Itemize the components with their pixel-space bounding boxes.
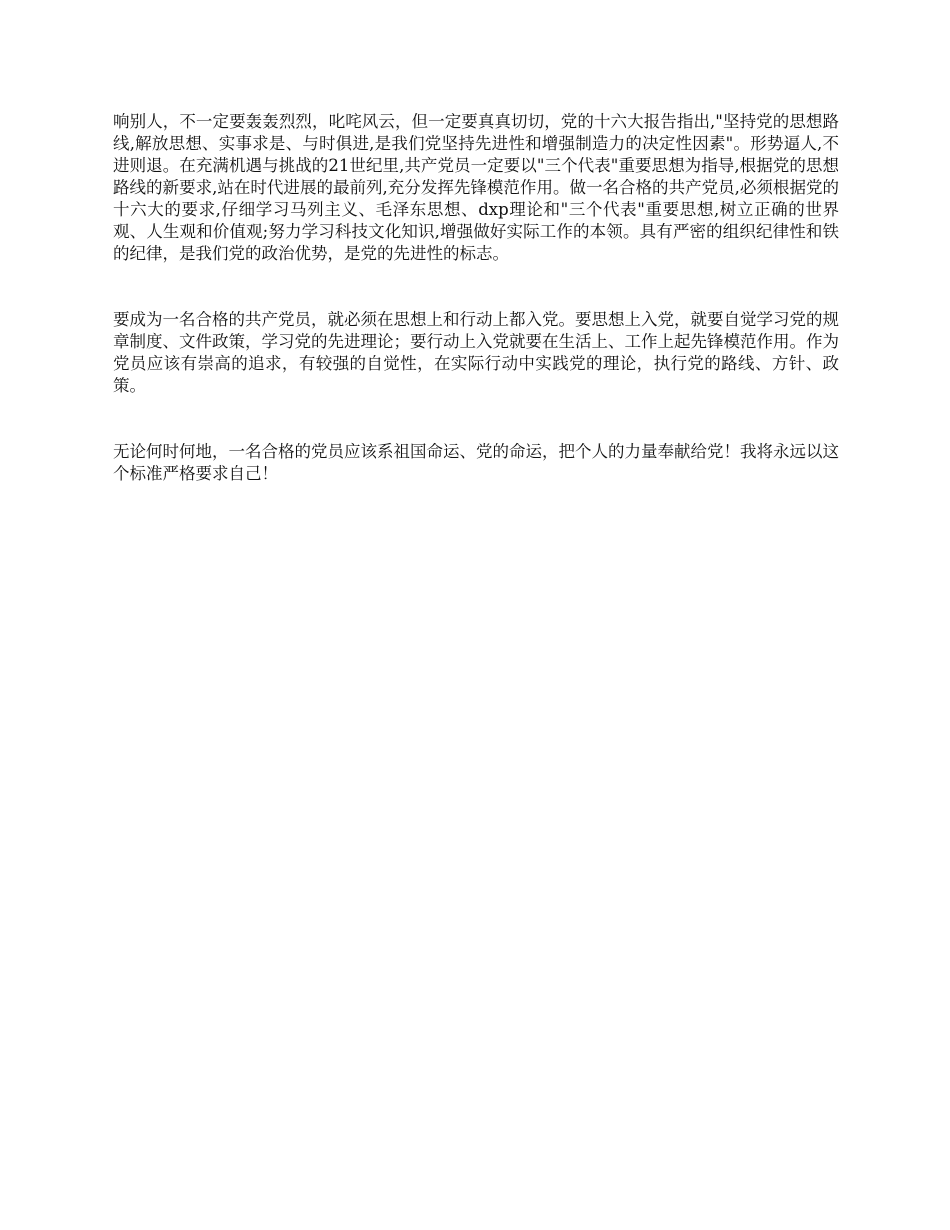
paragraph: 响别人，不一定要轰轰烈烈，叱咤风云，但一定要真真切切，党的十六大报告指出,"坚持党的思想路线,解放思想、实事求是、与时俱进,是我们党坚持先进性和增强制造力的决定性因素"。形势逼人,不进则退。在充满机遇与挑战的21世纪里,共产党员一定要以"三个代表"重要思想为指导,根据党的思想路线的新要求,站在时代进展的最前列,充分发挥先锋模范作用。做一名合格的共产党员,必须根据党的十六大的要求,仔细学习马列主义、毛泽东思想、dxp理论和"三个代表"重要思想,树立正确的世界观、人生观和价值观;努力学习科技文化知识,增强做好实际工作的本领。具有严密的组织纪律性和铁的纪律，是我们党的政治优势，是党的先进性的标志。: [113, 112, 839, 263]
paragraph: 无论何时何地，一名合格的党员应该系祖国命运、党的命运，把个人的力量奉献给党！我将永远以这个标准严格要求自己！: [113, 442, 839, 483]
paragraph: 要成为一名合格的共产党员，就必须在思想上和行动上都入党。要思想上入党，就要自觉学习党的规章制度、文件政策，学习党的先进理论；要行动上入党就要在生活上、工作上起先锋模范作用。作为党员应该有崇高的追求，有较强的自觉性，在实际行动中实践党的理论，执行党的路线、方针、政策。: [113, 310, 839, 395]
document-body: [113, 111, 839, 485]
